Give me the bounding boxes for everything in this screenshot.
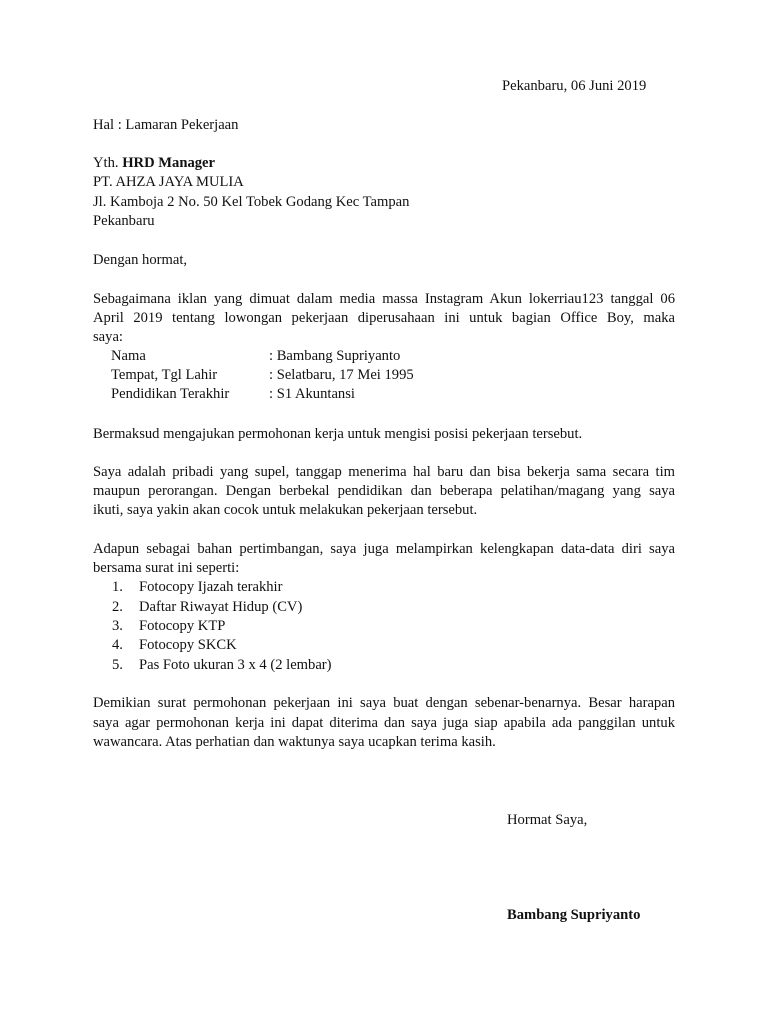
applicant-label-name: Nama xyxy=(111,348,146,364)
recipient-title-line xyxy=(93,154,215,173)
recipient-title: HRD Manager xyxy=(122,155,216,171)
list-item-number: 2. xyxy=(112,599,123,615)
intro-line-2: April 2019 tentang lowongan pekerjaan diperusahaan ini untuk bagian Office Boy, maka xyxy=(93,310,675,326)
list-item: Fotocopy SKCK xyxy=(139,637,237,653)
recipient-address: Jl. Kamboja 2 No. 50 Kel Tobek Godang Kec Tampan xyxy=(93,194,410,210)
recipient-prefix: Yth. xyxy=(93,155,123,171)
recipient-company: PT. AHZA JAYA MULIA xyxy=(93,174,244,190)
list-item-number: 3. xyxy=(112,618,123,634)
attachments-intro-line-1: Adapun sebagai bahan pertimbangan, saya juga melampirkan kelengkapan data-data diri saya xyxy=(93,541,675,557)
greeting: Dengan hormat, xyxy=(93,252,188,268)
list-item: Fotocopy Ijazah terakhir xyxy=(139,579,283,595)
list-item: Daftar Riwayat Hidup (CV) xyxy=(139,599,303,615)
self-description-line-3: ikuti, saya yakin akan cocok untuk melakukan pekerjaan tersebut. xyxy=(93,502,478,518)
applicant-value-name: : Bambang Supriyanto xyxy=(269,348,401,364)
list-item-number: 4. xyxy=(112,637,123,653)
applicant-value-education: : S1 Akuntansi xyxy=(269,386,355,402)
applicant-label-birth: Tempat, Tgl Lahir xyxy=(111,367,218,383)
list-item: Pas Foto ukuran 3 x 4 (2 lembar) xyxy=(139,657,332,673)
signature-name: Bambang Supriyanto xyxy=(507,907,641,923)
self-description-line-1: Saya adalah pribadi yang supel, tanggap menerima hal baru dan bisa bekerja sama secara tim xyxy=(93,464,675,480)
applicant-label-education: Pendidikan Terakhir xyxy=(111,386,230,402)
closing-line-1: Demikian surat permohonan pekerjaan ini saya buat dengan sebenar-benarnya. Besar harapan xyxy=(93,695,675,711)
closing-line-2: saya agar permohonan kerja ini dapat diterima dan saya juga siap apabila ada panggilan untuk xyxy=(93,715,675,731)
recipient-city: Pekanbaru xyxy=(93,213,155,229)
intro-line-1: Sebagaimana iklan yang dimuat dalam media massa Instagram Akun lokerriau123 tanggal 06 xyxy=(93,291,675,307)
attachments-intro-line-2: bersama surat ini seperti: xyxy=(93,560,240,576)
subject-line: Hal : Lamaran Pekerjaan xyxy=(93,117,239,133)
list-item-number: 5. xyxy=(112,657,123,673)
list-item: Fotocopy KTP xyxy=(139,618,226,634)
closing-line-3: wawancara. Atas perhatian dan waktunya saya ucapkan terima kasih. xyxy=(93,734,496,750)
intro-line-3: saya: xyxy=(93,329,123,345)
sign-off: Hormat Saya, xyxy=(507,812,588,828)
list-item-number: 1. xyxy=(112,579,123,595)
applicant-value-birth: : Selatbaru, 17 Mei 1995 xyxy=(269,367,414,383)
purpose-paragraph: Bermaksud mengajukan permohonan kerja untuk mengisi posisi pekerjaan tersebut. xyxy=(93,426,583,442)
date-line: Pekanbaru, 06 Juni 2019 xyxy=(502,78,647,94)
self-description-line-2: maupun perorangan. Dengan berbekal pendidikan dan beberapa pelatihan/magang yang saya xyxy=(93,483,675,499)
